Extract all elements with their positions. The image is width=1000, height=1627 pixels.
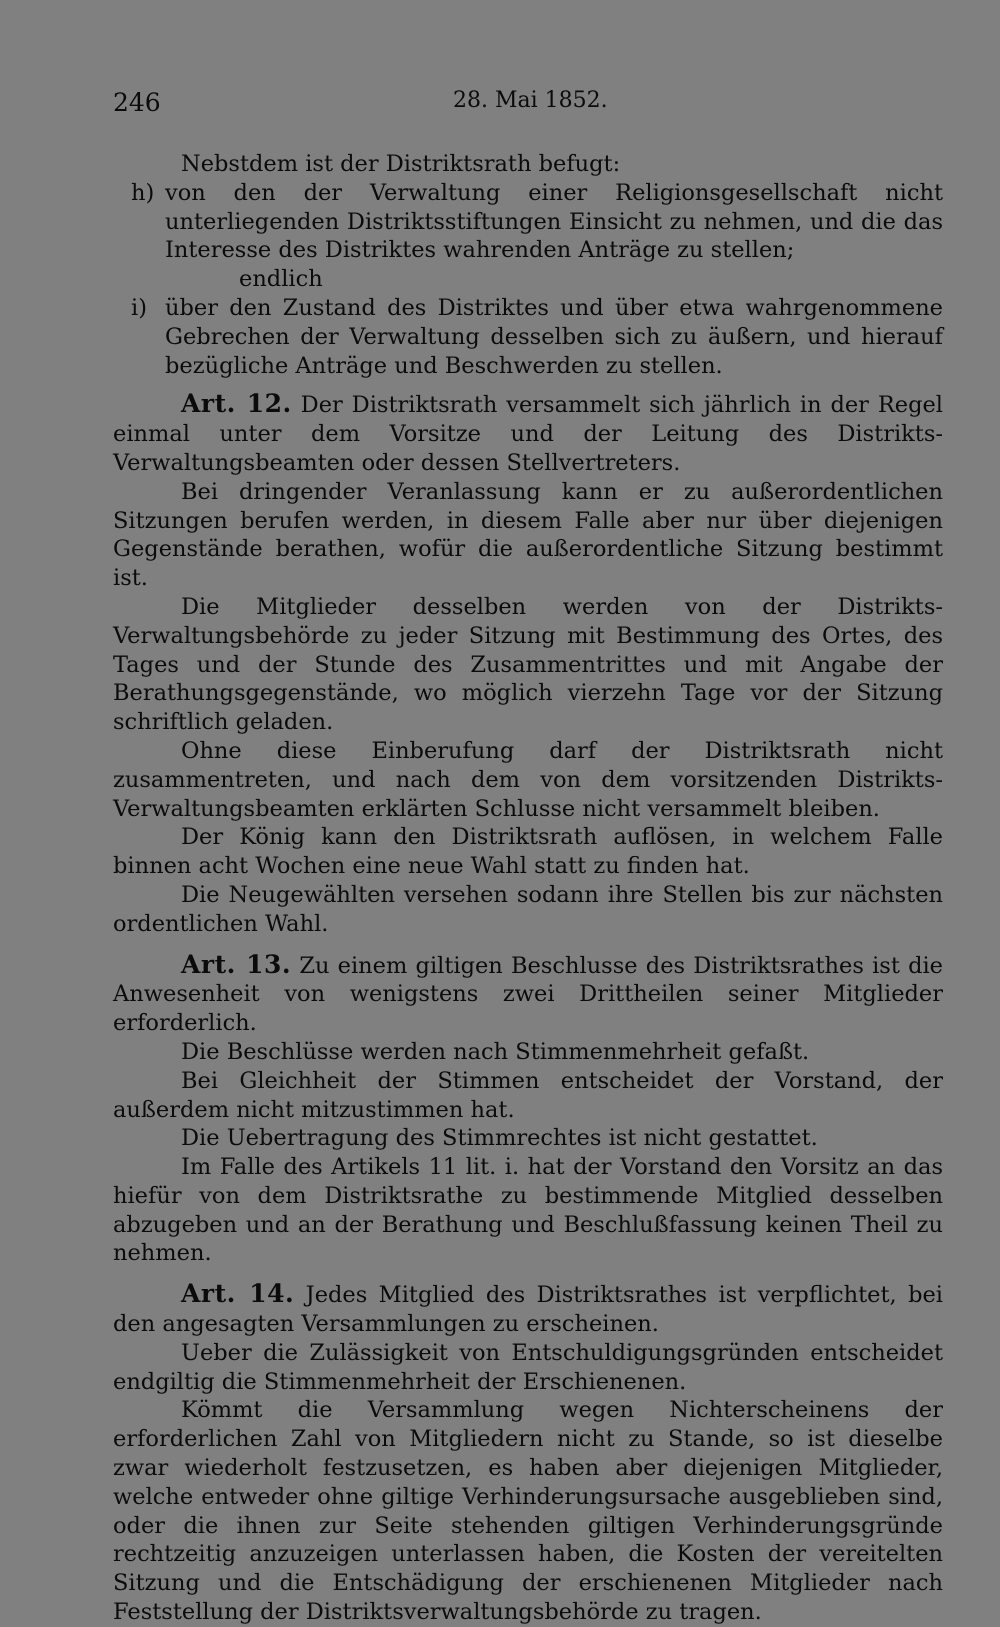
- item-text: über den Zustand des Distriktes und über etwa wahrgenommene Gebrechen der Verwaltung desselben sich zu äußern, und hierauf bezügliche Anträge und Beschwerden zu stellen.: [165, 294, 943, 379]
- endlich-line: endlich: [239, 266, 323, 293]
- article-14-paragraph-2: Ueber die Zulässigkeit von Entschuldigungsgründen entscheidet endgiltig die Stimmenmehrheit der Erschienenen.: [113, 1339, 943, 1395]
- article-12-paragraph-4: Ohne diese Einberufung darf der Distriktsrath nicht zusammentreten, und nach dem von dem vorsitzenden Distrikts-Verwaltungsbeamten erklärten Schlusse nicht versammelt bleiben.: [113, 737, 943, 822]
- article-12-paragraph-5: Der König kann den Distriktsrath auflösen, in welchem Falle binnen acht Wochen eine neue Wahl statt zu finden hat.: [113, 824, 943, 880]
- article-14-heading: Art. 14.: [181, 1279, 295, 1309]
- article-text: Der Distriktsrath versammelt sich jährlich in der Regel einmal unter dem Vorsitze und der Leitung des Distrikts-Verwaltungsbeamten oder dessen Stellvertreters.: [113, 392, 943, 476]
- article-13-paragraph-3: Bei Gleichheit der Stimmen entscheidet der Vorstand, der außerdem nicht mitzustimmen hat.: [113, 1067, 943, 1123]
- header-date: 28. Mai 1852.: [453, 88, 608, 113]
- article-text: Jedes Mitglied des Distriktsrathes ist verpflichtet, bei den angesagten Versammlungen zu erscheinen.: [113, 1282, 943, 1338]
- article-14-paragraph-3: Kömmt die Versammlung wegen Nichterscheinens der erforderlichen Zahl von Mitgliedern nicht zu Stande, so ist dieselbe zwar wiederholt festzusetzen, es haben aber diejenigen Mitglieder, welche entweder ohne giltige Verhinderungsursache ausgeblieben sind, oder die ihnen zur Seite stehenden giltigen Verhinderungsgründe rechtzeitig anzuzeigen unterlassen haben, die Kosten der vereitelten Sitzung und die Entschädigung der erschienenen Mitglieder nach Feststellung der Distriktsverwaltungsbehörde zu tragen.: [113, 1397, 943, 1626]
- article-12-paragraph-1: [113, 390, 943, 477]
- article-12-paragraph-6: Die Neugewählten versehen sodann ihre Stellen bis zur nächsten ordentlichen Wahl.: [113, 881, 943, 937]
- intro-line: Nebstdem ist der Distriktsrath befugt:: [181, 151, 621, 177]
- item-marker: h): [131, 179, 155, 206]
- document-body: [113, 150, 943, 1627]
- item-marker: i): [131, 294, 147, 321]
- article-13-paragraph-1: [113, 951, 943, 1038]
- article-13-paragraph-4: Die Uebertragung des Stimmrechtes ist nicht gestattet.: [181, 1125, 818, 1152]
- article-13-paragraph-5: Im Falle des Artikels 11 lit. i. hat der Vorstand den Vorsitz an das hiefür von dem Distriktsrathe zu bestimmende Mitglied desselben abzugeben und an der Berathung und Beschlußfassung keinen Theil zu nehmen.: [113, 1154, 943, 1267]
- item-text: von den der Verwaltung einer Religionsgesellschaft nicht unterliegenden Distriktsstiftungen Einsicht zu nehmen, und die das Interesse des Distriktes wahrenden Anträge zu stellen;: [165, 179, 943, 264]
- page-number: 246: [113, 88, 161, 117]
- list-item-i: [113, 294, 943, 380]
- article-14-paragraph-1: [113, 1280, 943, 1339]
- article-12-paragraph-3: Die Mitglieder desselben werden von der Distrikts-Verwaltungsbehörde zu jeder Sitzung mit Bestimmung des Ortes, des Tages und der Stunde des Zusammentrittes und mit Angabe der Berathungsgegenstände, wo möglich vierzehn Tage vor der Sitzung schriftlich geladen.: [113, 593, 943, 736]
- article-12-heading: Art. 12.: [181, 389, 292, 419]
- article-text: Zu einem giltigen Beschlusse des Distriktsrathes ist die Anwesenheit von wenigstens zwei Drittheilen seiner Mitglieder erforderlich.: [113, 952, 943, 1037]
- article-12-paragraph-2: Bei dringender Veranlassung kann er zu außerordentlichen Sitzungen berufen werden, in diesem Falle aber nur über diejenigen Gegenstände berathen, wofür die außerordentliche Sitzung bestimmt ist.: [113, 478, 943, 592]
- page-header: [113, 88, 943, 124]
- article-13-paragraph-2: Die Beschlüsse werden nach Stimmenmehrheit gefaßt.: [181, 1038, 810, 1065]
- article-13-heading: Art. 13.: [181, 949, 292, 979]
- list-item-h: [113, 179, 943, 265]
